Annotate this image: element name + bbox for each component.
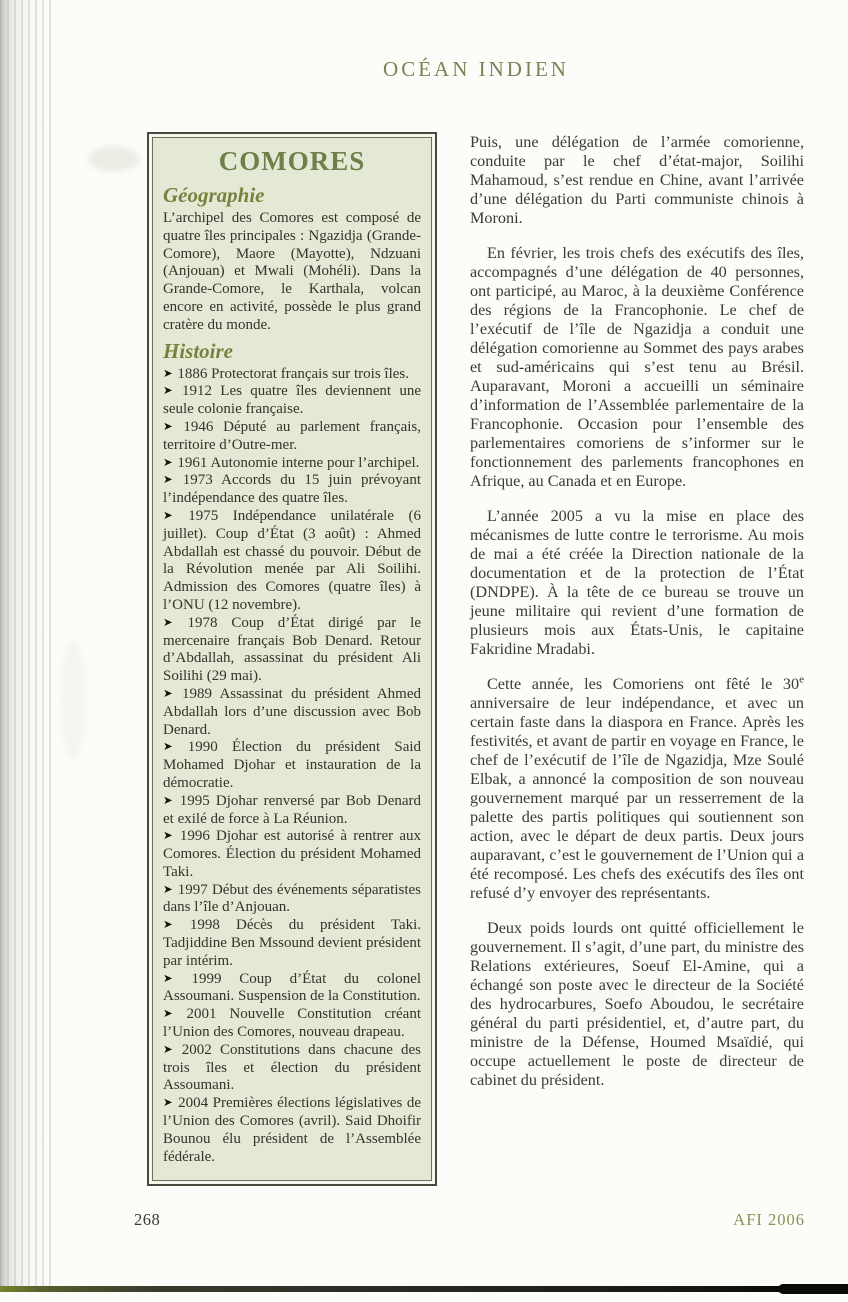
event-text: Élection du président Said Mohamed Djohar et instauration de la démocratie.	[163, 739, 422, 791]
ink-bleed-smudge	[88, 146, 140, 172]
arrow-bullet-icon: ➤	[163, 881, 173, 896]
event-text: Nouvelle Constitution créant l’Union des Comores, nouveau drapeau.	[163, 1006, 421, 1041]
arrow-bullet-icon: ➤	[163, 685, 173, 700]
event-year: 1996	[179, 828, 210, 845]
event-text: Djohar renversé par Bob Denard et exilé de force à La Réunion.	[163, 792, 422, 827]
arrow-bullet-icon: ➤	[163, 614, 173, 629]
arrow-bullet-icon: ➤	[163, 472, 173, 487]
book-edge-strip	[0, 1286, 848, 1292]
arrow-bullet-icon: ➤	[163, 1006, 173, 1021]
arrow-bullet-icon: ➤	[163, 365, 173, 380]
event-year: 1978	[187, 614, 218, 631]
history-event	[163, 366, 421, 384]
edition-label: AFI 2006	[733, 1210, 805, 1229]
event-text: Les quatre îles deviennent une seule colonie française.	[163, 383, 422, 418]
history-event	[163, 1095, 421, 1166]
infobox-inner-panel	[152, 137, 432, 1181]
history-heading: Histoire	[163, 338, 234, 363]
event-year: 1990	[187, 739, 218, 756]
event-year: 2001	[186, 1006, 217, 1023]
event-year: 2002	[181, 1041, 212, 1058]
event-text: Assassinat du président Ahmed Abdallah lors d’une discussion avec Bob Denard.	[163, 685, 421, 738]
history-event	[163, 615, 421, 686]
scan-gutter-shadow	[0, 0, 52, 1292]
article-paragraph: L’année 2005 a vu la mise en place des mécanismes de lutte contre le terrorisme. Au mois de mai a été créée la Direction nationale de la documentation et de la protection de l’État (DNDPE). À la tête de ce bureau se trouve un jeune militaire qui revient d’une formation de plusieurs mois aux États-Unis, le capitaine Fakridine Mradabi.	[470, 507, 804, 658]
event-year: 1886	[177, 365, 208, 382]
event-year: 1997	[177, 881, 208, 898]
event-year: 1973	[182, 472, 213, 489]
history-event	[163, 882, 421, 918]
event-text: Constitutions dans chacune des trois îles et élection du président Assoumani.	[163, 1041, 422, 1094]
event-text: Protectorat français sur trois îles.	[211, 365, 409, 382]
history-event	[163, 383, 421, 419]
event-text: Indépendance unilatérale (6 juillet). Coup d’État (3 août) : Ahmed Abdallah est chassé du pouvoir. Début de la Révolution menée par Ali Soilihi. Admission des Comores (quatre îles) à l’ONU (12 novembre).	[163, 507, 422, 613]
event-text: Début des événements séparatistes dans l’île d’Anjouan.	[163, 881, 421, 916]
event-year: 2004	[178, 1095, 209, 1112]
history-event	[163, 472, 421, 508]
event-text: Décès du président Taki. Tadjiddine Ben Mssound devient président par intérim.	[163, 917, 422, 969]
event-year: 1975	[188, 507, 219, 524]
history-timeline	[163, 366, 421, 1167]
article-paragraph: Deux poids lourds ont quitté officiellement le gouvernement. Il s’agit, d’une part, du ministre des Relations extérieures, Soeuf El-Amine, qui a échangé son poste avec le directeur de la Société des hydrocarbures, Soefo Aboudou, le secrétaire général du parti présidentiel, et, d’autre part, du ministre de la Défense, Houmed Msaïdié, qui occupe actuellement le poste de directeur de cabinet du président.	[470, 919, 804, 1089]
event-year: 1999	[191, 970, 222, 987]
infobox-title: COMORES	[218, 146, 366, 176]
arrow-bullet-icon: ➤	[163, 1095, 173, 1110]
article-paragraph	[470, 675, 804, 903]
event-text: Coup d’État dirigé par le mercenaire français Bob Denard. Retour d’Abdallah, assassinat du président Ali Soilihi (29 mai).	[163, 614, 422, 685]
event-year: 1946	[183, 418, 214, 435]
history-event	[163, 686, 421, 739]
paragraph-text: anniversaire de leur indépendance, et avec un certain faste dans la diaspora en France. Après les festivités, et avant de partir en voyage en France, le chef de l’exécutif de l’île de Ngazidja, Mze Soulé Elbak, a annoncé la composition de son nouveau gouvernement marqué par un resserrement de la palette des partis politiques qui soutiennent son action, avec le départ de deux partis. Deux jours auparavant, c’est le gouvernement de l’Union qui a été recomposé. Les chefs des exécutifs des îles ont refusé d’y envoyer des représentants.	[470, 694, 804, 902]
history-event	[163, 971, 421, 1007]
article-paragraph: Puis, une délégation de l’armée comorienne, conduite par le chef d’état-major, Soilihi Mahamoud, s’est rendue en Chine, avant l’arrivée d’une délégation du Parti communiste chinois à Moroni.	[470, 133, 804, 227]
arrow-bullet-icon: ➤	[163, 970, 173, 985]
geography-heading: Géographie	[163, 183, 265, 207]
ordinal-superscript: e	[799, 673, 804, 686]
history-event	[163, 1006, 421, 1042]
event-year: 1998	[189, 917, 220, 934]
history-event	[163, 1042, 421, 1095]
arrow-bullet-icon: ➤	[163, 507, 173, 522]
event-year: 1912	[181, 383, 212, 400]
event-text: Député au parlement français, territoire d’Outre-mer.	[163, 418, 422, 453]
comores-infobox	[147, 132, 437, 1186]
event-text: Accords du 15 juin prévoyant l’indépendance des quatre îles.	[163, 472, 422, 507]
event-year: 1961	[177, 454, 208, 471]
arrow-bullet-icon: ➤	[163, 418, 173, 433]
event-text: Autonomie interne pour l’archipel.	[210, 454, 420, 471]
page-number: 268	[134, 1210, 161, 1229]
event-text: Coup d’État du colonel Assoumani. Suspension de la Constitution.	[163, 970, 421, 1005]
ink-bleed-smudge	[60, 640, 86, 760]
arrow-bullet-icon: ➤	[163, 383, 173, 398]
arrow-bullet-icon: ➤	[163, 454, 173, 469]
event-year: 1995	[179, 792, 210, 809]
section-title: OCÉAN INDIEN	[383, 57, 569, 81]
event-text: Premières élections législatives de l’Union des Comores (avril). Said Dhoifir Bounou élu président de l’Assemblée fédérale.	[163, 1095, 421, 1165]
event-text: Djohar est autorisé à rentrer aux Comores. Élection du président Mohamed Taki.	[163, 828, 422, 880]
geography-text: L’archipel des Comores est composé de quatre îles principales : Ngazidja (Grande-Comore), Maore (Mayotte), Ndzuani (Anjouan) et Mwali (Mohéli). Dans la Grande-Comore, le Karthala, volcan encore en activité, possède le plus grand cratère du monde.	[163, 210, 421, 333]
arrow-bullet-icon: ➤	[163, 828, 173, 843]
history-event	[163, 917, 421, 970]
history-event	[163, 828, 421, 881]
article-paragraph: En février, les trois chefs des exécutifs des îles, accompagnés d’une délégation de 40 personnes, ont participé, au Maroc, à la deuxième Conférence des régions de la Francophonie. Le chef de l’exécutif de l’île de Ngazidja a conduit une délégation comorienne au Sommet des pays arabes et sud-américains qui s’est tenu au Brésil. Auparavant, Moroni a accueilli un séminaire d’information de l’Assemblée parlementaire de la Francophonie. Occasion pour l’ensemble des parlementaires comoriens de s’informer sur le fonctionnement des parlements francophones en Afrique, au Canada et en Europe.	[470, 244, 804, 490]
paragraph-text: Cette année, les Comoriens ont fêté le 30	[487, 675, 800, 693]
history-event	[163, 508, 421, 615]
arrow-bullet-icon: ➤	[163, 917, 173, 932]
history-event	[163, 739, 421, 792]
history-event	[163, 793, 421, 829]
arrow-bullet-icon: ➤	[163, 792, 173, 807]
book-edge-corner	[778, 1284, 848, 1294]
history-event	[163, 455, 421, 473]
article-column	[470, 133, 804, 1090]
arrow-bullet-icon: ➤	[163, 739, 173, 754]
event-year: 1989	[181, 685, 212, 702]
arrow-bullet-icon: ➤	[163, 1041, 173, 1056]
history-event	[163, 419, 421, 455]
